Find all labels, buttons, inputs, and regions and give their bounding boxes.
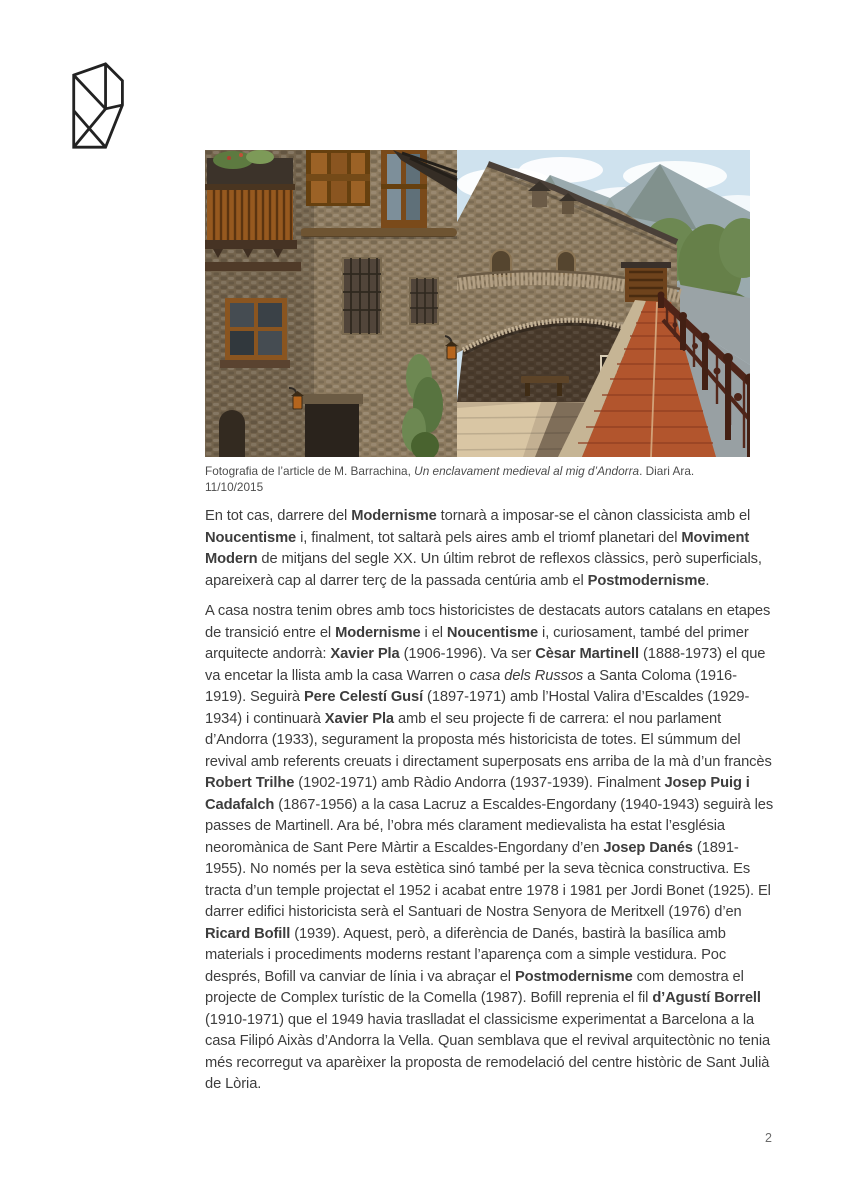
article-body bbox=[205, 506, 774, 1105]
publisher-logo-icon bbox=[68, 62, 130, 150]
article-photo bbox=[205, 150, 750, 457]
photo-caption bbox=[205, 464, 750, 496]
photo-caption-date: 11/10/2015 bbox=[205, 479, 264, 494]
paragraph-1: En tot cas, darrere del Modernisme tornarà a imposar-se el cànon classicista amb el Noucentisme i, finalment, tot saltarà pels aires amb el triomf planetari del Moviment Modern de mitjans del segle XX. Un últim rebrot de reflexos clàssics, però superficials, apareixerà cap al darrer terç de la passada centúria amb el Postmodernisme. bbox=[205, 508, 762, 589]
page-number: 2 bbox=[765, 1131, 772, 1145]
paragraph-2: A casa nostra tenim obres amb tocs historicistes de destacats autors catalans en etapes de transició entre el Modernisme i el Noucentisme i, curiosament, també del primer arquitecte andorrà: Xavier Pla (1906-1996). Va ser Cèsar Martinell (1888-1973) el que va encetar la llista amb la casa Warren o casa dels Russos a Santa Coloma (1916-1919). Seguirà Pere Celestí Gusí (1897-1971) amb l’Hostal Valira d’Escaldes (1929-1934) i continuarà Xavier Pla amb el seu projecte fi de carrera: el nou parlament d’Andorra (1933), segurament la proposta més historicista de totes. El súmmum del revival amb referents creuats i directament superposats ens arriba de la mà d’un francès Robert Trilhe (1902-1971) amb Ràdio Andorra (1937-1939). Finalment Josep Puig i Cadafalch (1867-1956) a la casa Lacruz a Escaldes-Engordany (1940-1943) seguirà les passes de Martinell. Ara bé, l’obra més clarament medievalista ha estat l’església neoromànica de Sant Pere Màrtir a Escaldes-Engordany d’en Josep Danés (1891-1955). No només per la seva estètica sinó també per la seva tècnica constructiva. Es tracta d’un temple projectat el 1952 i acabat entre 1978 i 1981 per Jordi Bonet (1925). El darrer edifici historicista serà el Santuari de Nostra Senyora de Meritxell (1976) d’en Ricard Bofill (1939). Aquest, però, a diferència de Danés, bastirà la basílica amb materials i procediments moderns restant l’aparença com a simple vestidura. Poc després, Bofill va canviar de línia i va abraçar el Postmodernisme com demostra el projecte de Complex turístic de la Comella (1987). Bofill reprenia el fil d’Agustí Borrell (1910-1971) que el 1949 havia traslladat el classicisme experimentat a Barcelona a la casa Filipó Aixàs d’Andorra la Vella. Quan semblava que el revival arquitectònic no tenia més recorregut va aparèixer la proposta de remodelació del centre històric de Sant Julià de Lòria. bbox=[205, 603, 774, 1092]
article-figure bbox=[205, 150, 750, 496]
photo-left-building bbox=[205, 150, 304, 457]
photo-caption-line: Fotografia de l’article de M. Barrachina, Un enclavament medieval al mig d’Andorra. Diari Ara. bbox=[205, 464, 695, 478]
photo-tower bbox=[300, 150, 458, 457]
